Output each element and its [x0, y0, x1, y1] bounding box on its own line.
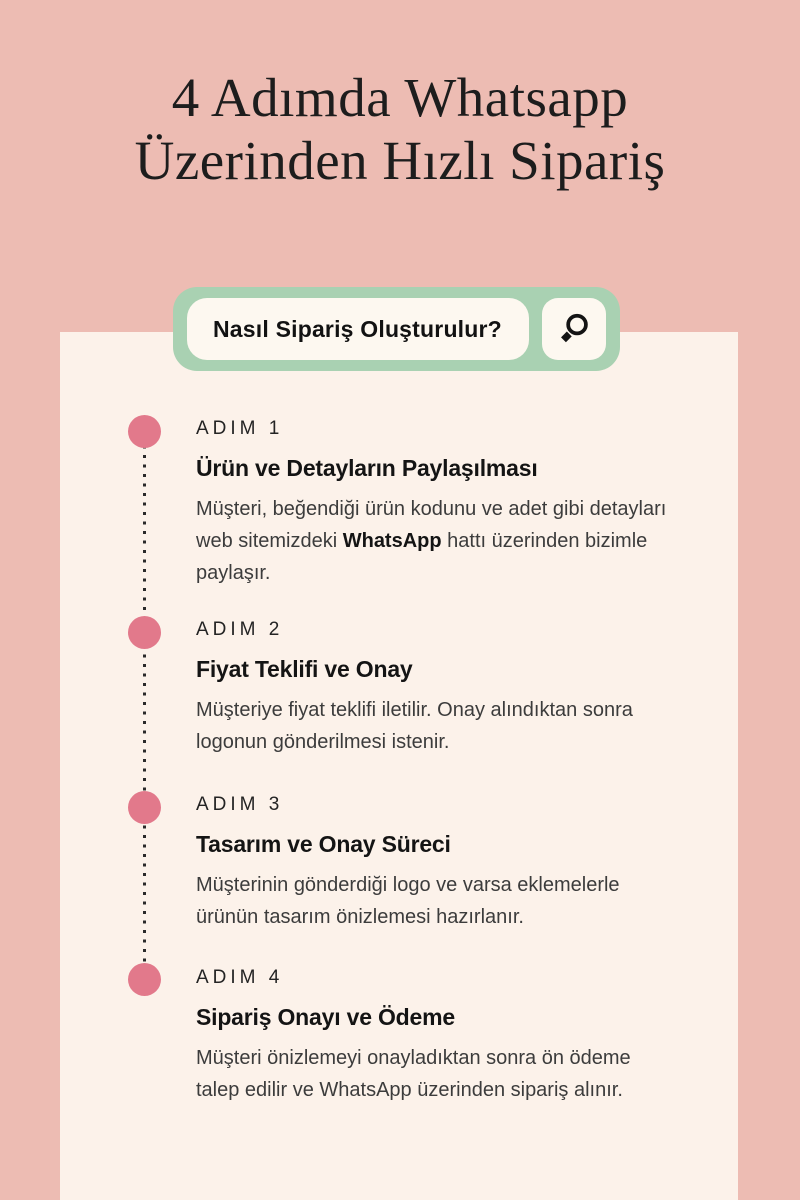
step-heading: Ürün ve Detayların Paylaşılması: [196, 455, 538, 481]
step-description: [196, 1042, 671, 1106]
search-icon: [556, 311, 592, 347]
search-input[interactable]: [187, 298, 529, 360]
page-title: [0, 66, 800, 193]
timeline-dot-2: [128, 616, 161, 649]
step-description: [196, 869, 671, 933]
step-heading: Tasarım ve Onay Süreci: [196, 831, 451, 857]
step-label: ADIM 2: [196, 619, 284, 640]
step-description: [196, 493, 671, 589]
search-button[interactable]: [542, 298, 606, 360]
step-heading: Fiyat Teklifi ve Onay: [196, 656, 413, 682]
step-item-4: [196, 967, 701, 1106]
step-label: ADIM 1: [196, 418, 284, 439]
step-label: ADIM 3: [196, 794, 284, 815]
step-item-2: [196, 619, 701, 758]
search-bar[interactable]: [173, 287, 620, 371]
step-item-1: [196, 418, 701, 589]
step-body-text: Müşteri, beğendiği ürün kodunu ve adet gibi detayları web sitemizdeki: [196, 498, 667, 552]
step-body-text: Müşterinin gönderdiği logo ve varsa eklemelerle ürünün tasarım önizlemesi hazırlanır.: [196, 874, 620, 928]
step-body-text: hattı üzerinden bizimle paylaşır.: [196, 530, 648, 584]
page-title-line2: Üzerinden Hızlı Sipariş: [134, 130, 666, 192]
search-query-text: Nasıl Sipariş Oluşturulur?: [213, 315, 502, 342]
step-heading: Sipariş Onayı ve Ödeme: [196, 1004, 455, 1030]
page-title-line1: 4 Adımda Whatsapp: [171, 67, 629, 128]
step-body-text: Müşteri önizlemeyi onayladıktan sonra ön ödeme talep edilir ve WhatsApp üzerinden sipariş alınır.: [196, 1047, 631, 1101]
timeline-dot-1: [128, 415, 161, 448]
timeline-dotted-line: [143, 436, 146, 982]
timeline-dot-4: [128, 963, 161, 996]
step-item-3: [196, 794, 701, 933]
step-label: ADIM 4: [196, 967, 284, 988]
timeline-dot-3: [128, 791, 161, 824]
step-description: [196, 694, 671, 758]
step-body-bold-text: WhatsApp: [342, 530, 442, 552]
step-body-text: Müşteriye fiyat teklifi iletilir. Onay alındıktan sonra logonun gönderilmesi istenir.: [196, 699, 633, 753]
